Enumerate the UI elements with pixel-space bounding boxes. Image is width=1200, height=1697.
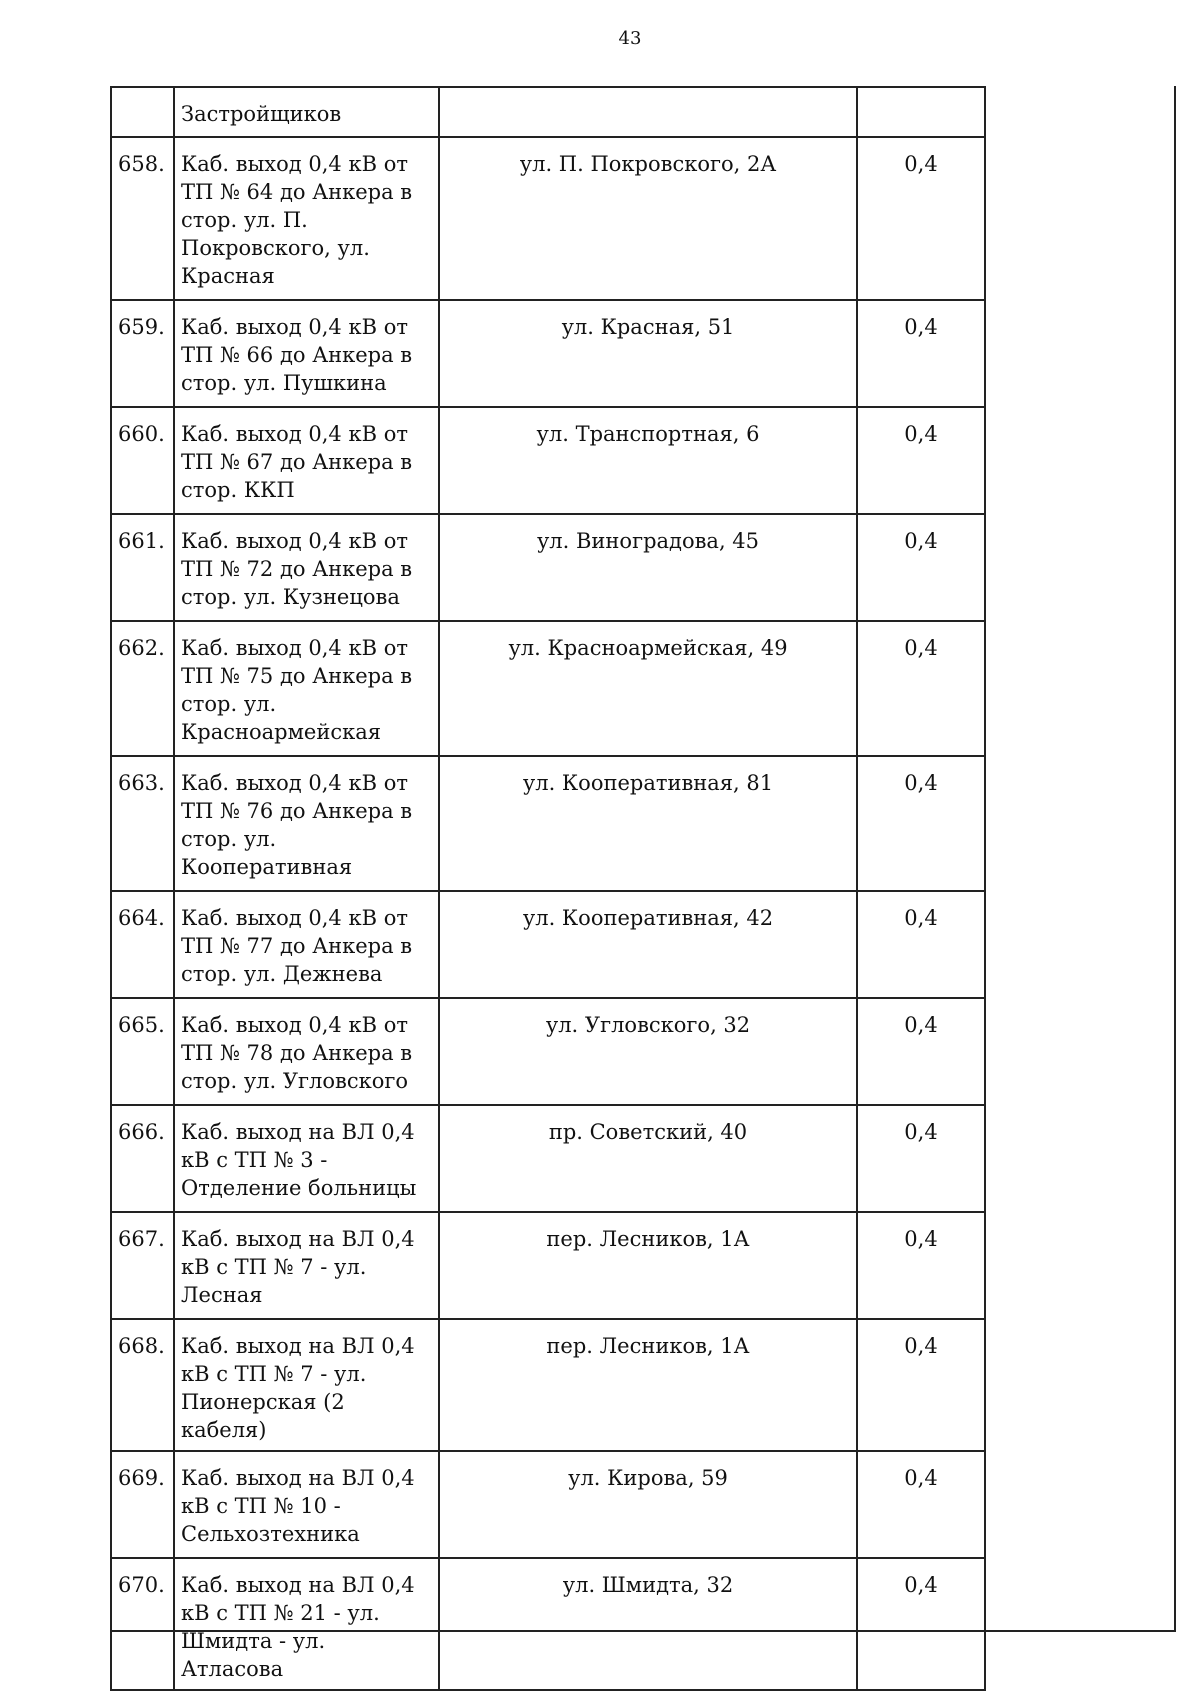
- cell-name-line: Каб. выход 0,4 кВ от: [181, 315, 408, 339]
- cell-name-line: ТП № 75 до Анкера в: [181, 664, 413, 688]
- cell-name: [174, 1451, 439, 1558]
- cell-address: ул. Кооперативная, 42: [439, 891, 857, 998]
- cell-voltage: 0,4: [857, 514, 985, 621]
- cell-voltage: 0,4: [857, 1558, 985, 1690]
- table-row: [111, 1212, 985, 1319]
- cell-name: [174, 1105, 439, 1212]
- cell-name-line: Каб. выход 0,4 кВ от: [181, 906, 408, 930]
- table-row: [111, 137, 985, 300]
- cell-address: пер. Лесников, 1А: [439, 1212, 857, 1319]
- cell-name-line: Покровского, ул.: [181, 236, 370, 260]
- cell-name-line: ТП № 77 до Анкера в: [181, 934, 413, 958]
- cell-num: 668.: [111, 1319, 174, 1451]
- table-row: [111, 621, 985, 756]
- cell-name-line: Каб. выход 0,4 кВ от: [181, 1013, 408, 1037]
- cell-name-line: стор. ул. Дежнева: [181, 962, 383, 986]
- cell-num: 670.: [111, 1558, 174, 1690]
- cell-address: ул. Кооперативная, 81: [439, 756, 857, 891]
- cell-name: [174, 514, 439, 621]
- cell-num: 666.: [111, 1105, 174, 1212]
- cell-name: Застройщиков: [174, 87, 439, 137]
- document-table: [110, 86, 986, 1691]
- cell-name: [174, 300, 439, 407]
- cell-voltage: [857, 87, 985, 137]
- cell-voltage: 0,4: [857, 1105, 985, 1212]
- table-row: [111, 407, 985, 514]
- cell-num: 660.: [111, 407, 174, 514]
- cell-name: [174, 1212, 439, 1319]
- cell-voltage: 0,4: [857, 621, 985, 756]
- cell-name-line: Каб. выход 0,4 кВ от: [181, 422, 408, 446]
- cell-voltage: 0,4: [857, 137, 985, 300]
- cell-name-line: Каб. выход на ВЛ 0,4: [181, 1573, 415, 1597]
- cell-name-line: стор. ул. Угловского: [181, 1069, 409, 1093]
- cell-num: [111, 87, 174, 137]
- cell-name: [174, 621, 439, 756]
- cell-name-line: ТП № 76 до Анкера в: [181, 799, 413, 823]
- cell-name-line: Каб. выход 0,4 кВ от: [181, 152, 408, 176]
- cell-name-line: Каб. выход 0,4 кВ от: [181, 636, 408, 660]
- cell-address: ул. Виноградова, 45: [439, 514, 857, 621]
- cell-name-line: Каб. выход на ВЛ 0,4: [181, 1227, 415, 1251]
- page-number: 43: [618, 28, 642, 49]
- cell-num: 658.: [111, 137, 174, 300]
- cell-address: ул. П. Покровского, 2А: [439, 137, 857, 300]
- cell-voltage: 0,4: [857, 407, 985, 514]
- cell-name-line: Каб. выход 0,4 кВ от: [181, 771, 408, 795]
- cell-name-line: ТП № 78 до Анкера в: [181, 1041, 413, 1065]
- cell-name: [174, 998, 439, 1105]
- cell-name-line: стор. ул. Кузнецова: [181, 585, 400, 609]
- cell-name-line: Каб. выход на ВЛ 0,4: [181, 1466, 415, 1490]
- cell-name-line: кВ с ТП № 3 -: [181, 1148, 328, 1172]
- cell-voltage: 0,4: [857, 300, 985, 407]
- cell-num: 662.: [111, 621, 174, 756]
- cell-name-line: кВ с ТП № 7 - ул.: [181, 1255, 367, 1279]
- cell-name-line: кВ с ТП № 10 -: [181, 1494, 341, 1518]
- cell-name: [174, 407, 439, 514]
- cell-name: [174, 891, 439, 998]
- cell-num: 665.: [111, 998, 174, 1105]
- table-row: [111, 1451, 985, 1558]
- table-row: [111, 514, 985, 621]
- table-row: [111, 300, 985, 407]
- cell-name: [174, 1558, 439, 1690]
- cell-name-line: Красная: [181, 264, 275, 288]
- cell-address: ул. Угловского, 32: [439, 998, 857, 1105]
- cell-name-line: Кооперативная: [181, 855, 353, 879]
- cell-name-line: ТП № 66 до Анкера в: [181, 343, 413, 367]
- table-row: [111, 1558, 985, 1690]
- cell-name-line: ТП № 67 до Анкера в: [181, 450, 413, 474]
- cell-name: [174, 137, 439, 300]
- cell-name: [174, 1319, 439, 1451]
- cell-name-line: Каб. выход 0,4 кВ от: [181, 529, 408, 553]
- cell-num: 659.: [111, 300, 174, 407]
- cell-name-line: стор. ул.: [181, 692, 277, 716]
- cell-address: [439, 87, 857, 137]
- cell-name-line: Красноармейская: [181, 720, 381, 744]
- cell-num: 669.: [111, 1451, 174, 1558]
- cell-name-line: стор. ККП: [181, 478, 295, 502]
- cell-name-line: Пионерская (2 кабеля): [181, 1390, 345, 1442]
- cell-address: ул. Красная, 51: [439, 300, 857, 407]
- cell-address: пр. Советский, 40: [439, 1105, 857, 1212]
- table-row: [111, 1319, 985, 1451]
- cell-voltage: 0,4: [857, 756, 985, 891]
- cell-num: 661.: [111, 514, 174, 621]
- cell-name-line: Лесная: [181, 1283, 263, 1307]
- table-row-continuation: [111, 87, 985, 137]
- cell-voltage: 0,4: [857, 1319, 985, 1451]
- cell-name-line: стор. ул. П.: [181, 208, 308, 232]
- cell-num: 667.: [111, 1212, 174, 1319]
- cell-name-line: Сельхозтехника: [181, 1522, 360, 1546]
- cell-name-line: кВ с ТП № 21 - ул.: [181, 1601, 380, 1625]
- cell-name-line: Отделение больницы: [181, 1176, 417, 1200]
- cell-num: 664.: [111, 891, 174, 998]
- cell-address: пер. Лесников, 1А: [439, 1319, 857, 1451]
- cell-name-line: стор. ул.: [181, 827, 277, 851]
- cell-address: ул. Шмидта, 32: [439, 1558, 857, 1690]
- table-row: [111, 1105, 985, 1212]
- cell-num: 663.: [111, 756, 174, 891]
- table-row: [111, 891, 985, 998]
- cell-voltage: 0,4: [857, 1212, 985, 1319]
- cell-name-line: Каб. выход на ВЛ 0,4: [181, 1334, 415, 1358]
- cell-voltage: 0,4: [857, 1451, 985, 1558]
- cell-address: ул. Красноармейская, 49: [439, 621, 857, 756]
- cell-name-line: ТП № 72 до Анкера в: [181, 557, 413, 581]
- table-row: [111, 756, 985, 891]
- cell-address: ул. Кирова, 59: [439, 1451, 857, 1558]
- cell-name-line: кВ с ТП № 7 - ул.: [181, 1362, 367, 1386]
- cell-name-line: Шмидта - ул. Атласова: [181, 1629, 326, 1681]
- cell-name-line: стор. ул. Пушкина: [181, 371, 387, 395]
- cell-voltage: 0,4: [857, 998, 985, 1105]
- cell-name-line: ТП № 64 до Анкера в: [181, 180, 413, 204]
- cell-name: [174, 756, 439, 891]
- cell-voltage: 0,4: [857, 891, 985, 998]
- table-row: [111, 998, 985, 1105]
- cell-address: ул. Транспортная, 6: [439, 407, 857, 514]
- cell-name-line: Каб. выход на ВЛ 0,4: [181, 1120, 415, 1144]
